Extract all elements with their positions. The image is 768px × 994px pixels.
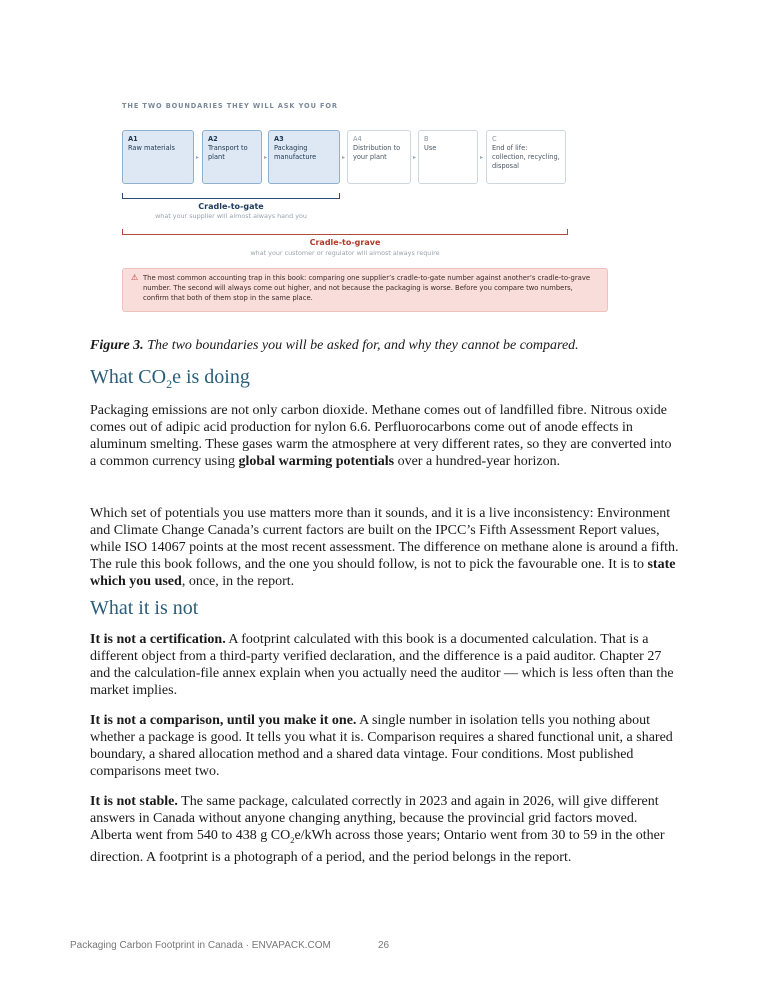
stage-code: A3 — [274, 135, 284, 143]
stage-code: A1 — [128, 135, 138, 143]
stage-a1 — [122, 130, 194, 184]
stage-label: End of life: collection, recycling, disposal — [492, 144, 560, 170]
arrow-icon: ▸ — [480, 154, 484, 161]
cradle-to-grave-bracket — [122, 229, 568, 235]
stage-label: Transport to plant — [208, 144, 248, 161]
cradle-to-gate-label: Cradle-to-gate — [198, 202, 264, 211]
stage-a2 — [202, 130, 262, 184]
warning-text: The most common accounting trap in this book: comparing one supplier’s cradle-to-gate number against another’s cradle-to-grave number. The second will always come out higher, and not because the packaging is worse. Before you compare two numbers, confirm that both of them stop in the same place. — [143, 274, 591, 302]
stage-code: A4 — [353, 135, 362, 143]
paragraph-gases: Packaging emissions are not only carbon dioxide. Methane comes out of landfilled fibre. Nitrous oxide comes out of adipic acid production for nylon 6.6. Perfluorocarbons come out of anode effects in aluminum smelting. These gases warm the atmosphere at very different rates, so they are converted into a common currency using global warming potentials over a hundred-year horizon. — [90, 403, 672, 469]
stage-a3 — [268, 130, 340, 184]
paragraph-not-stable: It is not stable. The same package, calculated correctly in 2023 and again in 2026, will give different answers in Canada without anyone changing anything, because the provincial grid factors moved. Alberta went from 540 to 438 g $CO_2e$/kWh across those years; Ontario went from 30 to 59 in the other direction. A footprint is a photograph of a period, and the period belongs in the report. — [90, 794, 665, 865]
paragraph-not-certification: It is not a certification. A footprint calculated with this book is a documented calculation. That is a different object from a third-party verified declaration, and the difference is a paid auditor. Chapter 27 and the calculation-file annex explain when you actually need the auditor — which is less often than the market implies. — [90, 632, 674, 698]
arrow-icon: ▸ — [342, 154, 346, 161]
bold-term: state which you used — [90, 557, 676, 589]
stage-code: C — [492, 135, 497, 143]
bold-term: global warming potentials — [238, 454, 395, 469]
cradle-to-grave-label: Cradle-to-grave — [309, 238, 381, 247]
stage-label: Distribution to your plant — [353, 144, 401, 161]
paragraph-potentials: Which set of potentials you use matters more than it sounds, and it is a live inconsistency: Environment and Climate Change Canada’s current factors are built on the IPCC’s Fifth Assessment Report values, while ISO 14067 points at the most recent assessment. The difference on methane alone is around a fifth. The rule this book follows, and the one you should follow, is not to pick the favourable one. It is to state which you used, once, in the report. — [90, 506, 679, 589]
stage-label: Packaging manufacture — [274, 144, 317, 161]
section-heading-not: What it is not — [90, 597, 199, 619]
stage-label: Use — [424, 144, 437, 152]
warning-box — [122, 268, 608, 312]
paragraph-not-comparison: It is not a comparison, until you make it one. A single number in isolation tells you nothing about whether a package is good. It tells you what it is. Comparison requires a shared functional unit, a shared boundary, a shared allocation method and a shared data vintage. Four conditions. Most published comparisons meet two. — [90, 713, 673, 779]
warning-triangle-icon: ⚠ — [131, 273, 139, 282]
section-heading-co2e: What $CO_2e$ is doing — [90, 366, 250, 391]
stage-code: B — [424, 135, 429, 143]
figure-caption — [90, 338, 690, 354]
stage-b — [418, 130, 478, 184]
footer-title: Packaging Carbon Footprint in Canada · ENVAPACK.COM — [70, 940, 331, 951]
boundaries-figure — [118, 96, 612, 316]
caption-label: Figure 3. — [90, 338, 144, 353]
stage-code: A2 — [208, 135, 218, 143]
cradle-to-gate-subtitle: what your supplier will almost always hand you — [155, 212, 307, 220]
figure-heading: THE TWO BOUNDARIES THEY WILL ASK YOU FOR — [122, 102, 338, 110]
cradle-to-grave-subtitle: what your customer or regulator will almost always require — [250, 249, 440, 257]
arrow-icon: ▸ — [196, 154, 200, 161]
stage-c — [486, 130, 566, 184]
arrow-icon: ▸ — [413, 154, 417, 161]
caption-text: The two boundaries you will be asked for, and why they cannot be compared. — [143, 338, 579, 353]
stage-a4 — [347, 130, 411, 184]
arrow-icon: ▸ — [264, 154, 268, 161]
page-number: 26 — [378, 940, 390, 951]
cradle-to-gate-bracket — [122, 193, 340, 199]
stage-label: Raw materials — [128, 144, 175, 152]
